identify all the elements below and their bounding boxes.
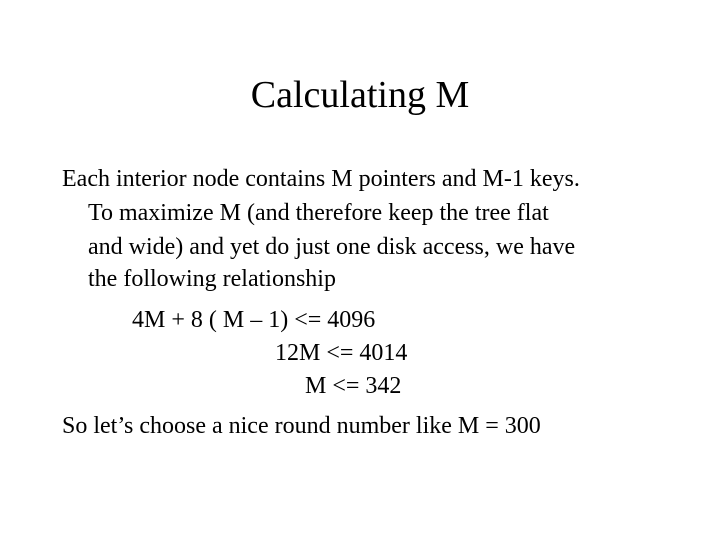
body-text-line: and wide) and yet do just one disk access, we have — [88, 234, 576, 260]
body-text-line: Each interior node contains M pointers and M-1 keys. — [62, 166, 580, 192]
body-text-line: To maximize M (and therefore keep the tree flat — [88, 200, 549, 226]
body-text-line: the following relationship — [88, 266, 336, 292]
slide-title: Calculating M — [250, 74, 470, 116]
equation-line: M <= 342 — [305, 373, 402, 399]
conclusion-line: So let’s choose a nice round number like M = 300 — [62, 413, 541, 439]
equation-line: 4M + 8 ( M – 1) <= 4096 — [132, 307, 376, 333]
equation-line: 12M <= 4014 — [275, 340, 408, 366]
